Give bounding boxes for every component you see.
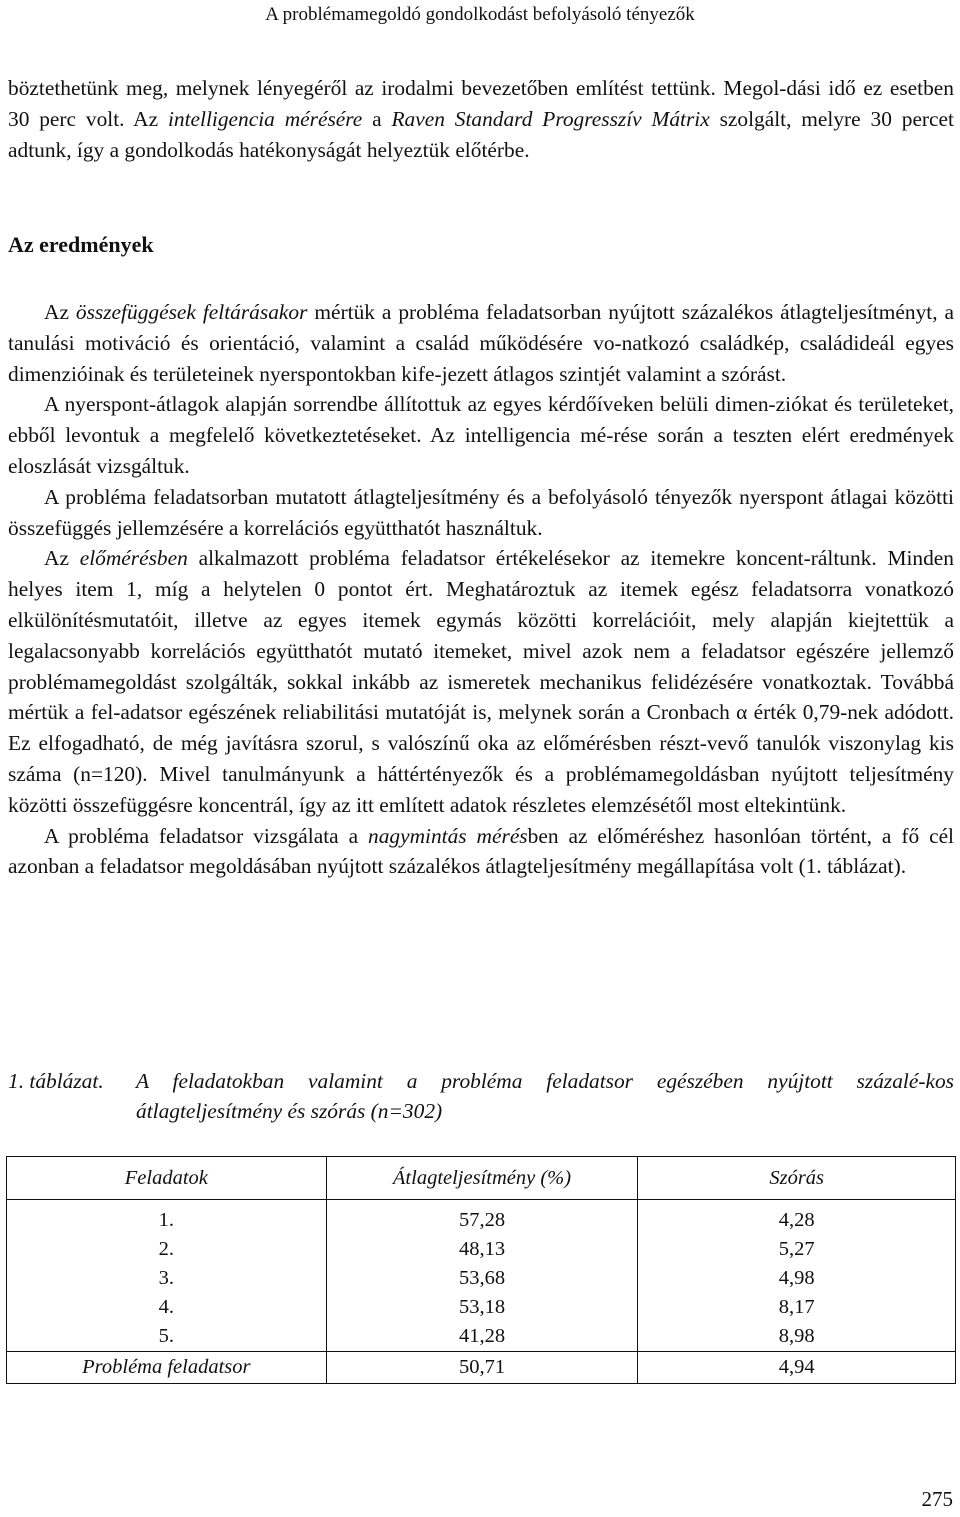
table-cell-mean: 41,28 [326, 1322, 638, 1352]
page-number: 275 [921, 1487, 953, 1511]
p4-text-1: Az [44, 546, 80, 571]
table-cell-total-sd: 4,94 [638, 1352, 956, 1384]
paragraph-5 [8, 821, 954, 883]
results-text-block [8, 297, 954, 882]
intro-paragraph [8, 73, 954, 165]
table-total-row [7, 1352, 956, 1384]
column-header-feladatok: Feladatok [7, 1157, 327, 1200]
table-row [7, 1264, 956, 1293]
column-header-atlagteljesitmeny: Átlagteljesítmény (%) [326, 1157, 638, 1200]
table-row [7, 1200, 956, 1236]
table-caption-label: 1. táblázat. [8, 1069, 104, 1093]
table-cell-mean: 53,68 [326, 1264, 638, 1293]
p4-text-2: alkalmazott probléma feladatsor értékelésekor az itemekre koncent-ráltunk. Minden helyes item 1, míg a helytelen 0 pontot ért. Meghatároztuk az itemek egész feladatsorra vonatkozó elkülönítésmutatóit, illetve az egyes itemek egymás közötti korrelációit, mely alapján kiejtettük a legalacsonyabb korrelációs együtthatót mutató itemeket, mivel azok nem a feladatsor egészére jellemző problémamegoldást szolgálták, sokkal inkább az ismeretek mechanikus felidézésére vonatkoztak. Továbbá mértük a fel-adatsor egészének reliabilitási mutatóját is, melynek során a Cronbach [8, 546, 955, 725]
table-cell-sd: 5,27 [638, 1235, 956, 1264]
intro-text-block [8, 73, 954, 165]
paragraph-2: A nyerspont-átlagok alapján sorrendbe állítottuk az egyes kérdőíveken belüli dimen-ziókat és területeket, ebből levontuk a megfelelő következtetéseket. Az intelligencia mé-rése során a teszten elért eredmények eloszlását vizsgáltuk. [8, 392, 954, 478]
table-row [7, 1322, 956, 1352]
running-header: A problémamegoldó gondolkodást befolyásoló tényezők [265, 4, 695, 25]
p1-text-italic: összefüggések feltárásakor [75, 300, 308, 324]
table-cell-sd: 4,98 [638, 1264, 956, 1293]
table-cell-sd: 4,28 [638, 1200, 956, 1236]
intro-text-italic-1: intelligencia mérésére [167, 106, 363, 131]
paragraph-4 [8, 543, 954, 820]
table-cell-total-label: Probléma feladatsor [7, 1352, 327, 1384]
results-table [6, 1156, 956, 1384]
table-cell-task: 2. [158, 1238, 174, 1260]
intro-text-1: böztethetünk meg, melynek lényegéről az irodalmi bevezetőben említést tettünk. Megol-dási idő ez esetben 30 perc volt. Az [8, 76, 954, 131]
intro-text-2: a [362, 106, 392, 131]
p4-text-3: érték 0,79-nek adódott. Ez elfogadható, de még javításra szorul, s valószínű oka az előmérésben részt-vevő tanulók viszonylag kis száma (n=120). Mivel tanulmányunk a háttértényezők és a problémamegoldásban nyújtott teljesítmény közötti összefüggésre koncentrál, így az itt említett adatok részletes elemzésétől most eltekintünk. [8, 700, 954, 817]
table-cell-task: 5. [158, 1325, 174, 1347]
table-row [7, 1293, 956, 1322]
table-cell-mean: 57,28 [326, 1200, 638, 1236]
table-header-row [7, 1157, 956, 1200]
p1-text-2: mértük a probléma feladatsorban nyújtott százalékos átlagteljesítményt, a tanulási motiváció és orientáció, valamint a család működésére vo-natkozó családkép, családideál egyes dimenzióinak és területeinek nyerspontokban kife-jezett átlagos szintjét valamint a szórást. [8, 300, 954, 386]
table-cell-mean: 48,13 [326, 1235, 638, 1264]
intro-text-italic-2: Raven Standard Progresszív Mátrix [391, 106, 710, 131]
intro-text-3: szolgált, melyre 30 percet adtunk, így a gondolkodás hatékonyságát helyeztük előtérbe. [8, 106, 954, 162]
table-cell-task: 3. [158, 1267, 174, 1289]
table-cell-task: 1. [158, 1209, 174, 1231]
table-cell-sd: 8,17 [638, 1293, 956, 1322]
p5-text-italic: nagymintás mérés [368, 823, 528, 848]
alpha-symbol: α [736, 700, 748, 725]
table-cell-total-mean: 50,71 [326, 1352, 638, 1384]
table-caption-text: A feladatokban valamint a probléma feladatsor egészében nyújtott százalé-kos átlagteljesítmény és szórás (n=302) [136, 1069, 954, 1123]
p5-text-1: A probléma feladatsor vizsgálata a [44, 823, 368, 848]
p4-text-italic: előmérésben [79, 546, 188, 571]
p5-text-2: ben az előméréshez hasonlóan történt, a fő cél azonban a feladatsor megoldásában nyújtott százalékos átlagteljesítmény megállapítása volt (1. táblázat). [8, 823, 955, 879]
table-cell-task: 4. [158, 1296, 174, 1318]
table-caption [8, 1066, 954, 1126]
table-row [7, 1235, 956, 1264]
paragraph-1 [8, 297, 954, 389]
table-cell-mean: 53,18 [326, 1293, 638, 1322]
section-heading: Az eredmények [8, 232, 154, 257]
column-header-szoras: Szórás [638, 1157, 956, 1200]
paragraph-3: A probléma feladatsorban mutatott átlagteljesítmény és a befolyásoló tényezők nyerspont átlagai közötti összefüggés jellemzésére a korrelációs együtthatót használtuk. [8, 484, 954, 540]
table-cell-sd: 8,98 [638, 1322, 956, 1352]
p1-text-1: Az [44, 300, 76, 324]
